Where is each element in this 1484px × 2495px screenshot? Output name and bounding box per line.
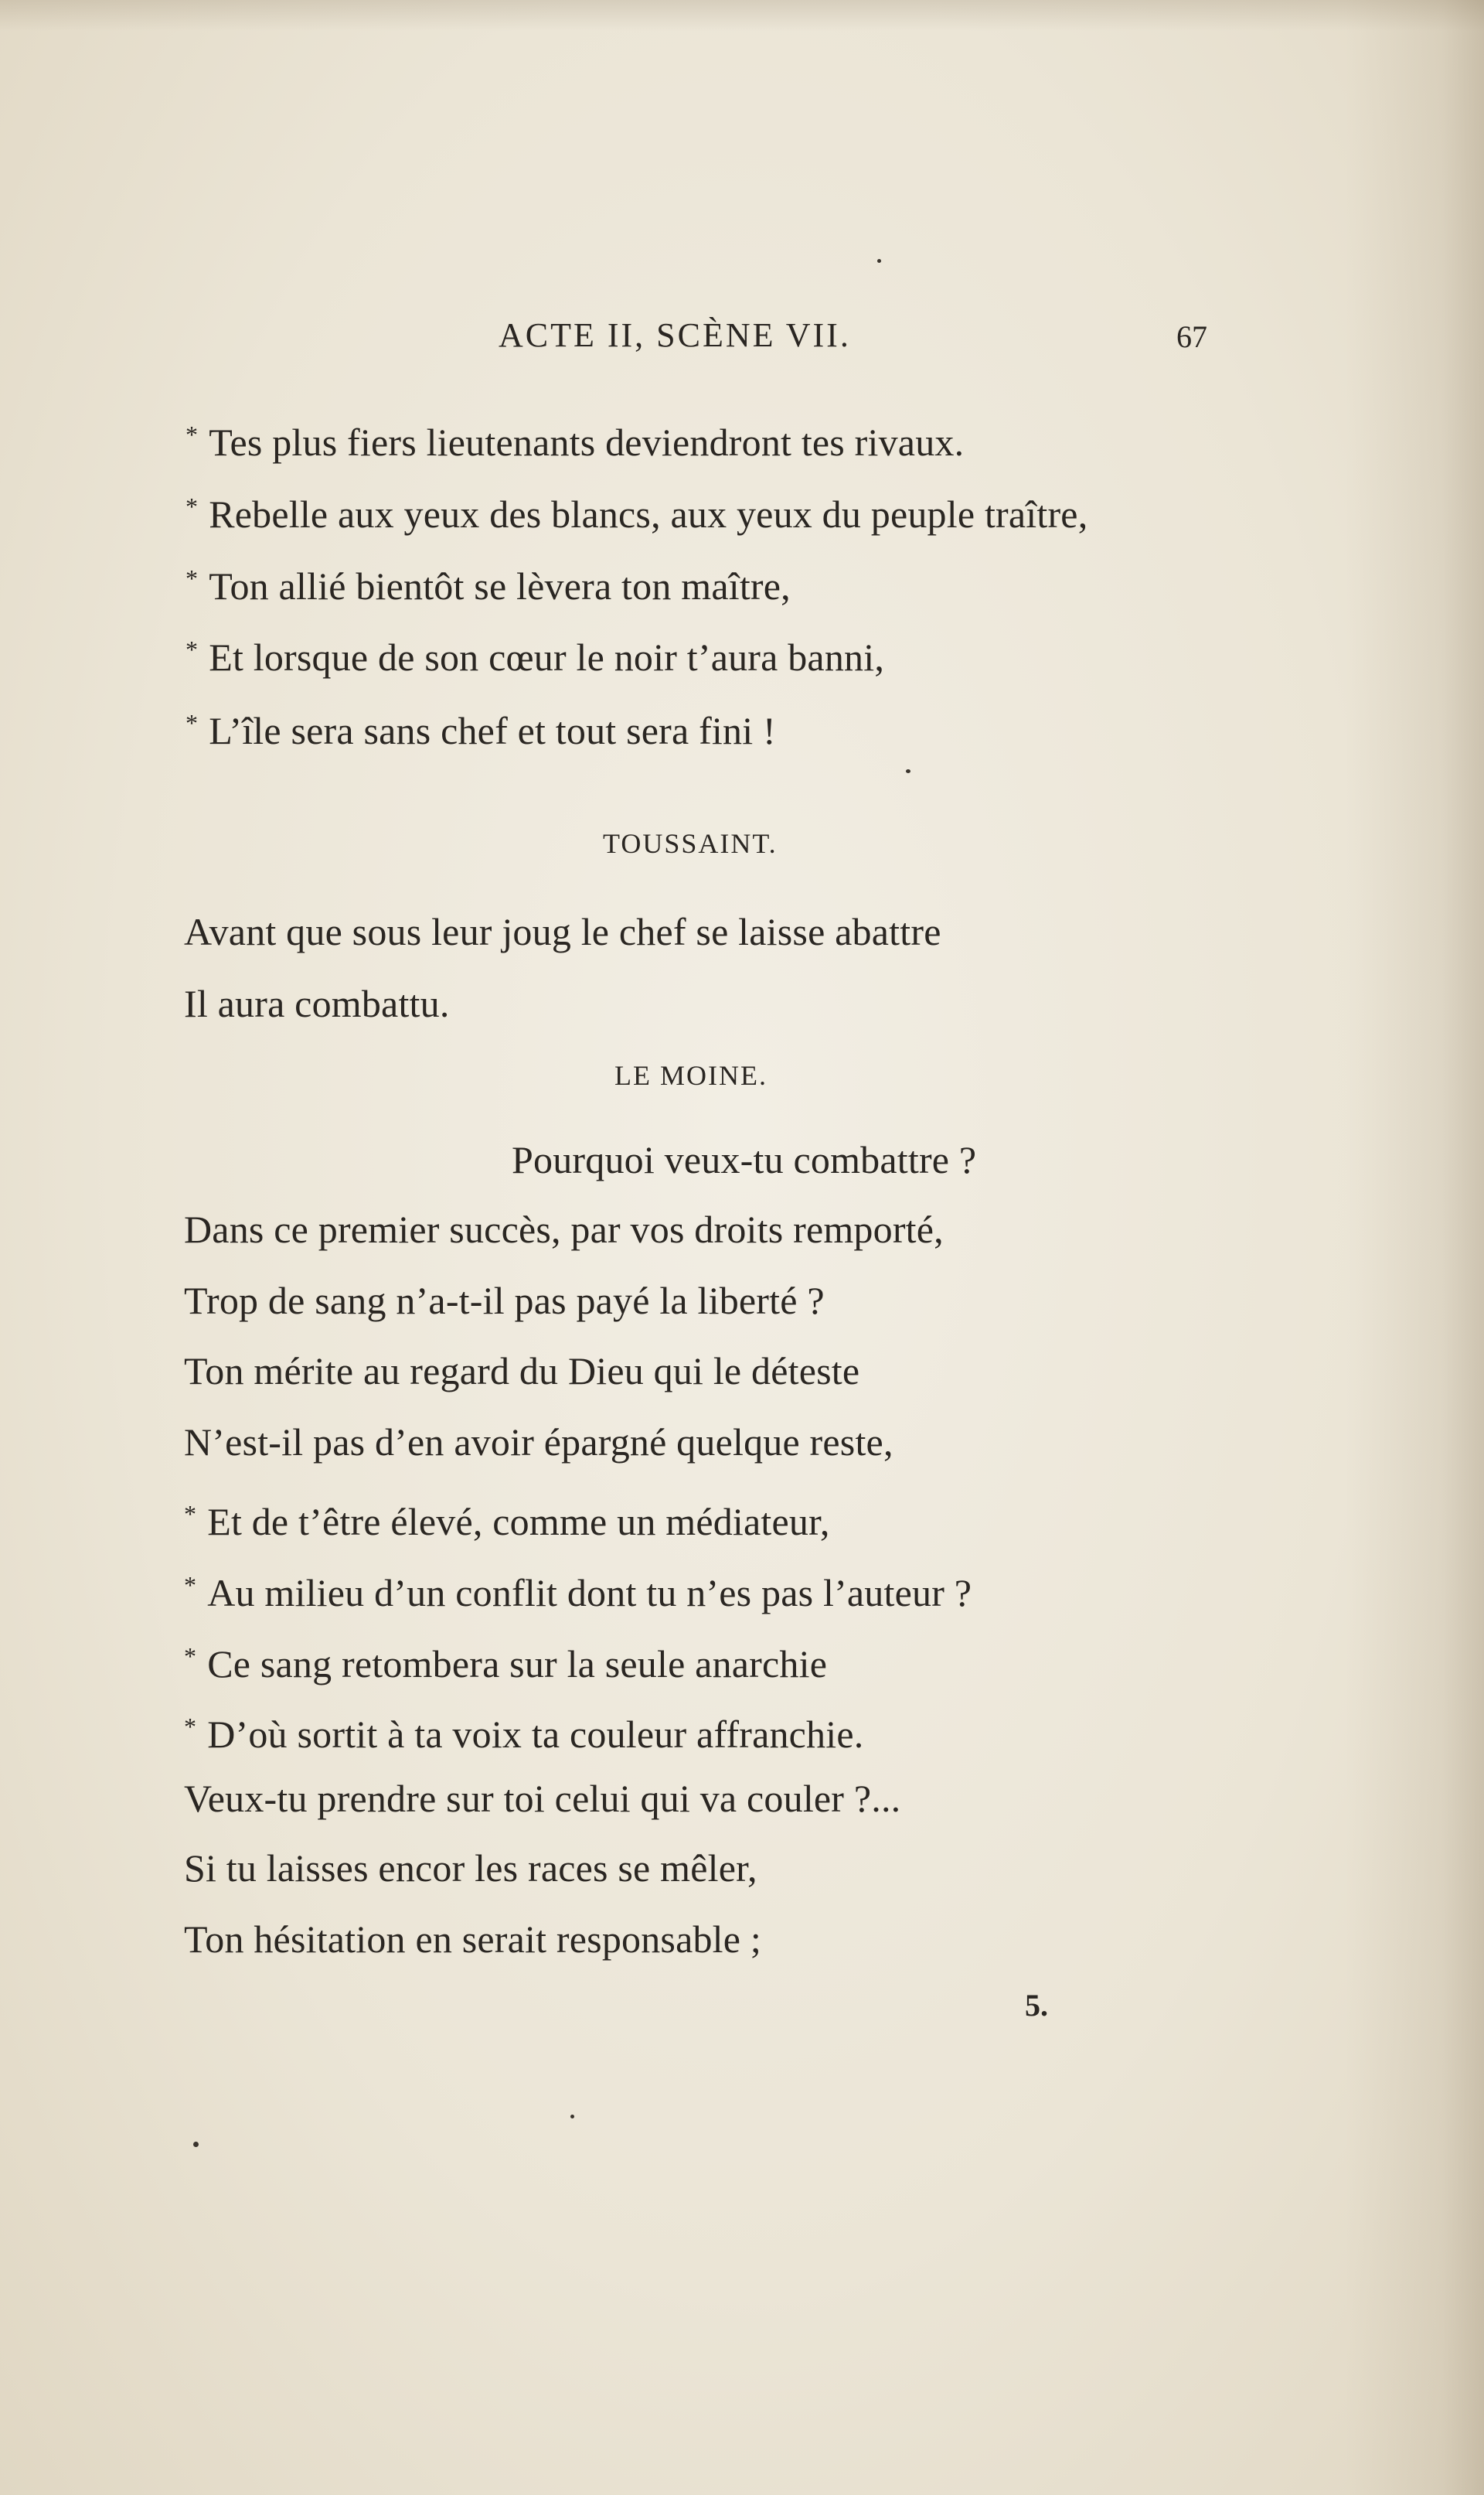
- page-edge-shadow: [1345, 0, 1484, 2495]
- ink-speck: [193, 2142, 199, 2147]
- verse-text: Il aura combattu.: [184, 982, 450, 1025]
- verse-line: [184, 1348, 859, 1394]
- verse-text: N’est-il pas d’en avoir épargné quelque reste,: [184, 1420, 893, 1464]
- omission-star: *: [186, 636, 199, 663]
- verse-text: Rebelle aux yeux des blancs, aux yeux du peuple traître,: [209, 493, 1088, 536]
- verse-text: Ce sang retombera sur la seule anarchie: [207, 1642, 828, 1685]
- verse-text: Ton allié bientôt se lèvera ton maître,: [209, 564, 791, 608]
- omission-star: *: [184, 1642, 197, 1670]
- verse-line: [184, 1775, 900, 1822]
- verse-line: [184, 908, 941, 955]
- page-number: 67: [1176, 319, 1207, 354]
- verse-text: L’île sera sans chef et tout sera fini !: [209, 709, 776, 752]
- verse-line: [186, 411, 964, 465]
- verse-text: Et lorsque de son cœur le noir t’aura banni,: [209, 636, 885, 679]
- verse-line: [184, 1277, 825, 1324]
- verse-line: [186, 700, 776, 754]
- verse-line: [184, 1206, 944, 1253]
- omission-star: *: [184, 1571, 197, 1599]
- verse-text: Au milieu d’un conflit dont tu n’es pas l’auteur ?: [207, 1571, 972, 1614]
- verse-line: [186, 555, 791, 609]
- verse-line: [184, 1491, 830, 1545]
- verse-line: [184, 980, 450, 1027]
- ink-speck: [877, 259, 881, 263]
- verse-text: Avant que sous leur joug le chef se laisse abattre: [184, 910, 941, 953]
- page-top-shadow: [0, 0, 1484, 31]
- speaker-name-toussaint: TOUSSAINT.: [603, 828, 778, 859]
- verse-text: D’où sortit à ta voix ta couleur affranchie.: [207, 1713, 864, 1756]
- verse-line: [512, 1137, 976, 1183]
- omission-star: *: [184, 1500, 197, 1528]
- verse-line: [186, 483, 1087, 537]
- verse-text: Dans ce premier succès, par vos droits remporté,: [184, 1208, 944, 1251]
- running-head: ACTE II, SCÈNE VII.: [499, 316, 851, 354]
- verse-line: [184, 1633, 827, 1687]
- verse-line: [186, 626, 884, 680]
- ink-speck: [906, 769, 910, 773]
- verse-text: Ton hésitation en serait responsable ;: [184, 1917, 761, 1961]
- signature-mark: 5.: [1025, 1988, 1048, 2023]
- verse-line: [184, 1845, 757, 1891]
- verse-text: Trop de sang n’a-t-il pas payé la liberté ?: [184, 1279, 825, 1322]
- speaker-name-le-moine: LE MOINE.: [614, 1060, 768, 1091]
- verse-text: Si tu laisses encor les races se mêler,: [184, 1846, 757, 1890]
- verse-text: Veux-tu prendre sur toi celui qui va couler ?...: [184, 1777, 901, 1820]
- verse-line: [184, 1419, 893, 1465]
- omission-star: *: [186, 421, 199, 448]
- page-header: [0, 315, 1484, 370]
- verse-text: Pourquoi veux-tu combattre ?: [512, 1138, 977, 1181]
- verse-line: [184, 1916, 761, 1962]
- omission-star: *: [186, 709, 199, 737]
- verse-line: [184, 1562, 972, 1616]
- verse-text: Et de t’être élevé, comme un médiateur,: [207, 1500, 830, 1543]
- verse-line: [184, 1703, 863, 1757]
- omission-star: *: [184, 1713, 197, 1740]
- omission-star: *: [186, 564, 199, 592]
- omission-star: *: [186, 493, 199, 520]
- ink-speck: [570, 2115, 574, 2118]
- verse-text: Tes plus fiers lieutenants deviendront tes rivaux.: [209, 421, 965, 464]
- verse-text: Ton mérite au regard du Dieu qui le déteste: [184, 1349, 860, 1392]
